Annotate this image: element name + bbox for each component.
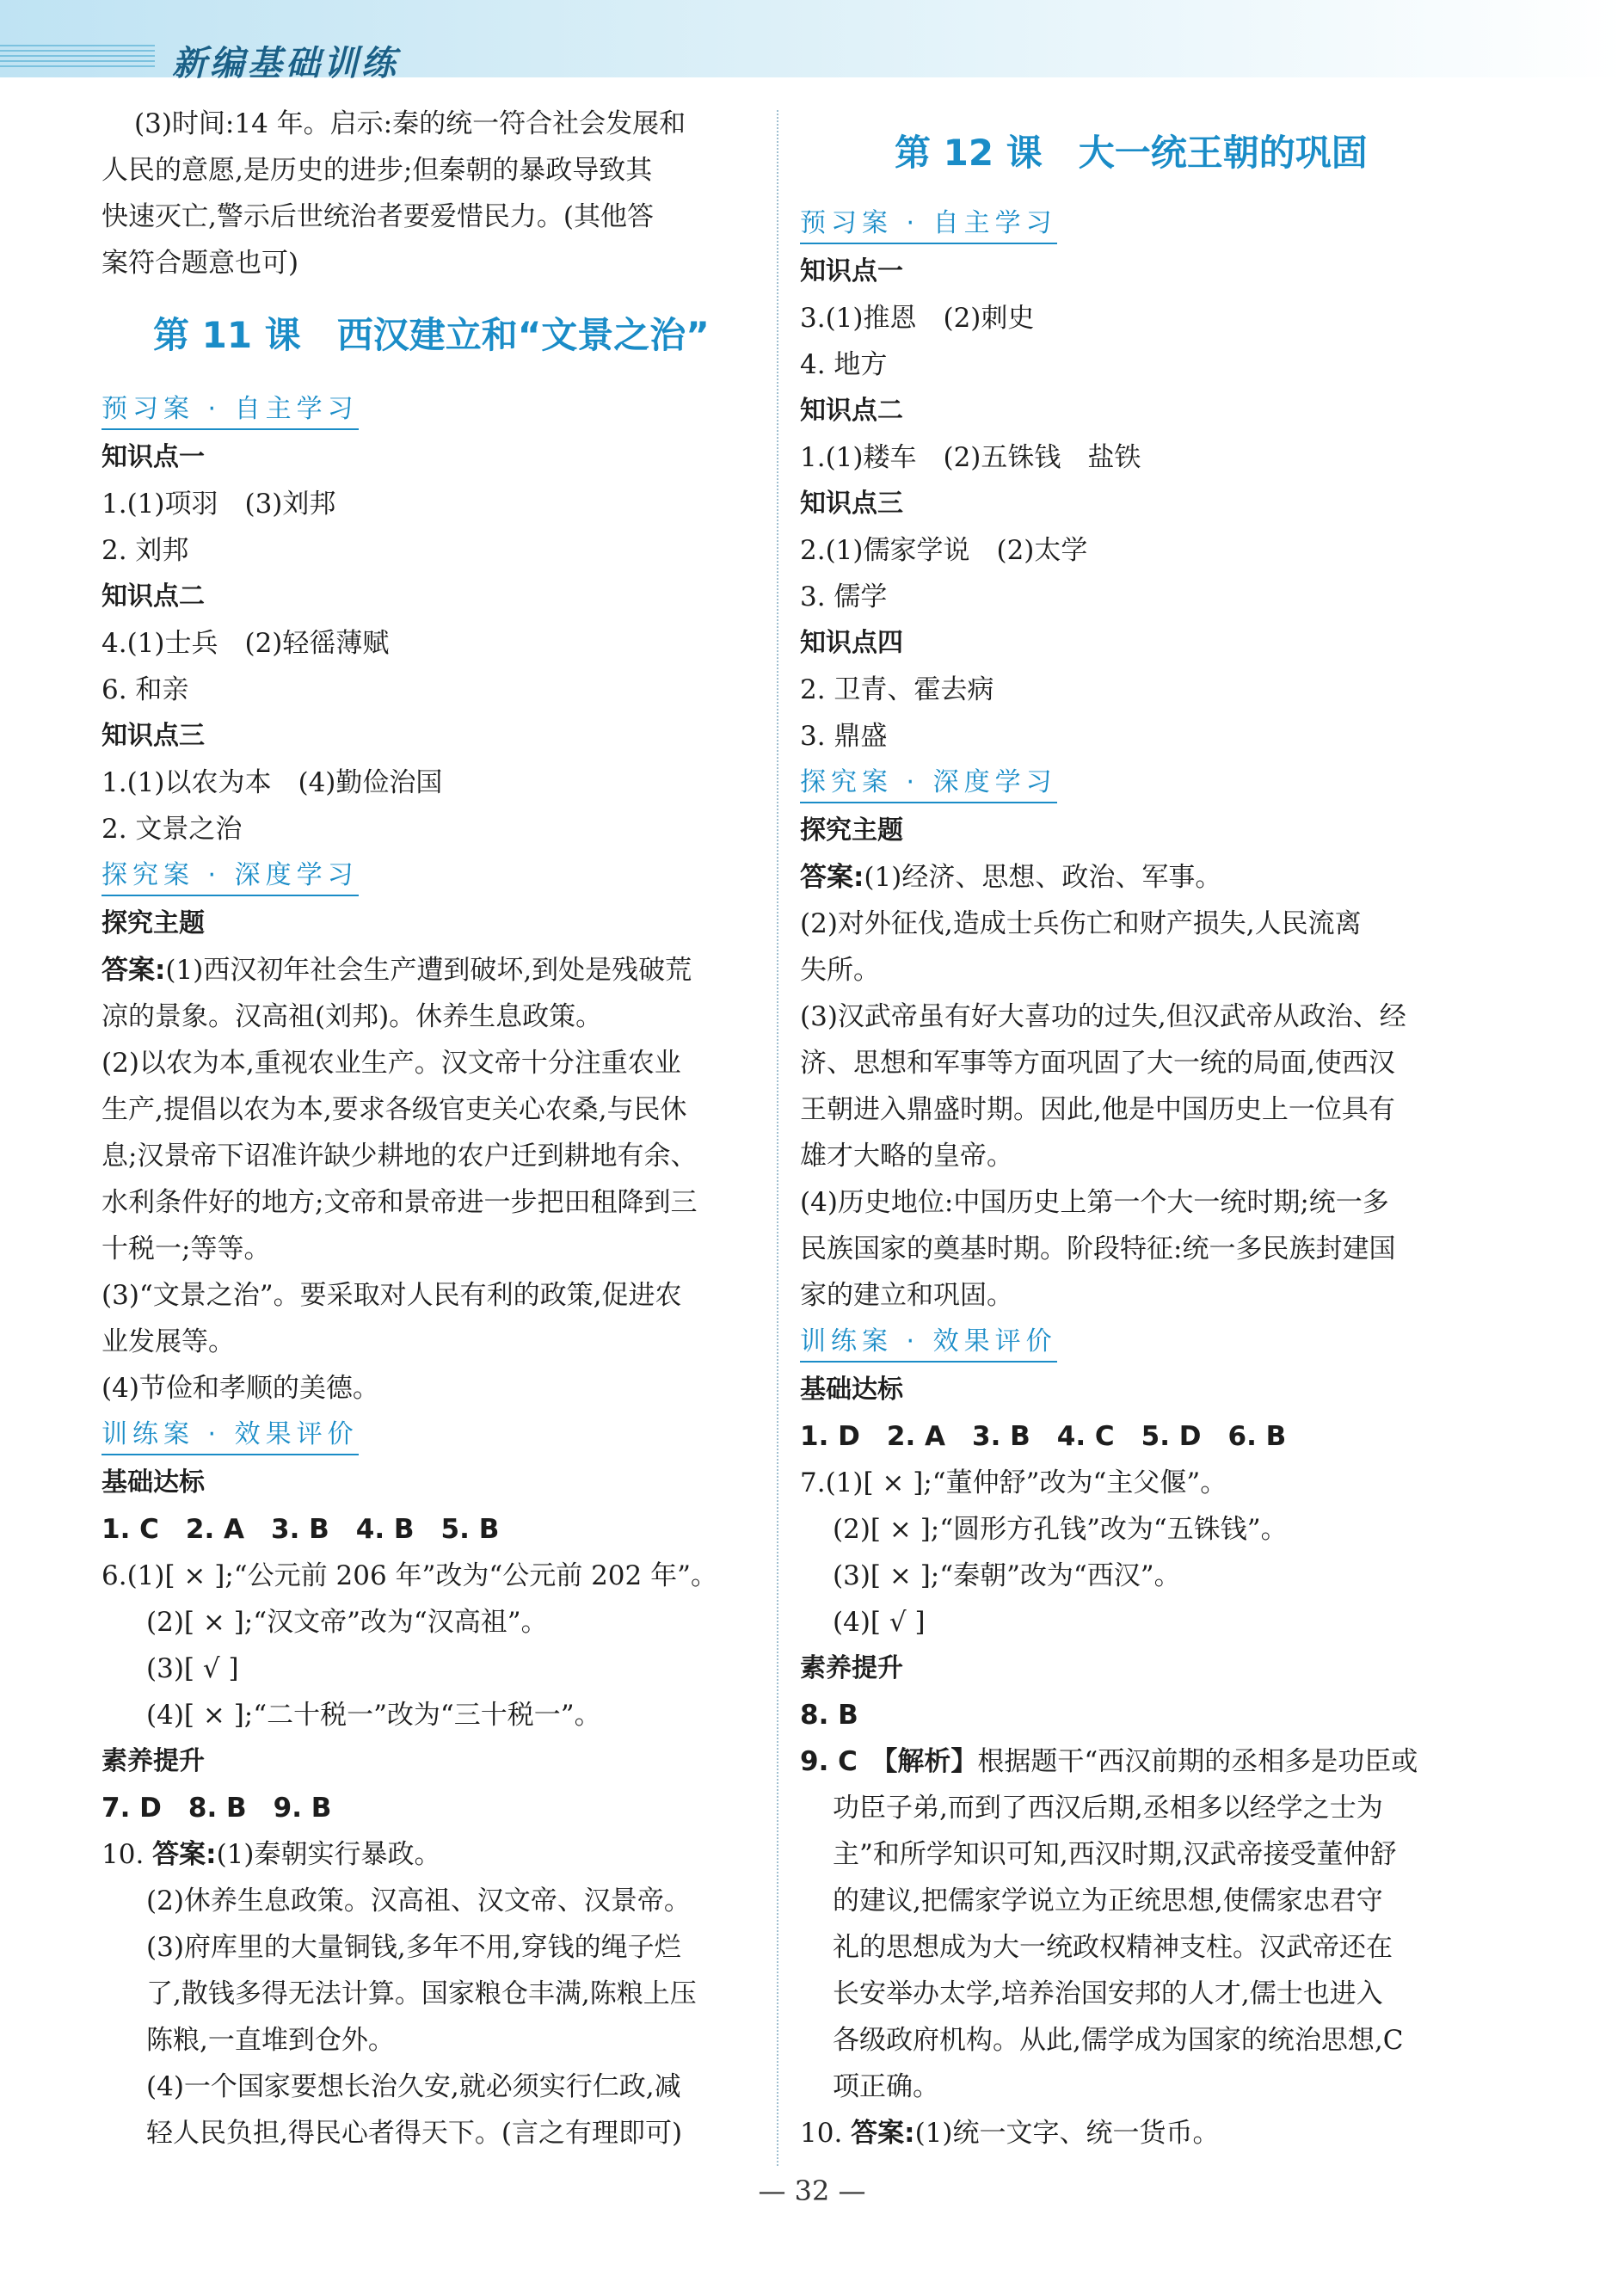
header-stripes bbox=[0, 45, 155, 71]
topic-line: 雄才大略的皇帝。 bbox=[800, 1141, 1013, 1172]
q8-answer: 8. B bbox=[800, 1700, 858, 1731]
q6-line: (4)[ × ];“二十税一”改为“三十税一”。 bbox=[146, 1700, 601, 1731]
knowledge-point-1: 知识点一 bbox=[102, 442, 205, 472]
topic-line: (3)汉武帝虽有好大喜功的过失,但汉武帝从政治、经 bbox=[800, 1001, 1406, 1032]
basic-answers: 1. C 2. A 3. B 4. B 5. B bbox=[102, 1514, 500, 1545]
section-preview: 预习案 · 自主学习 bbox=[102, 392, 359, 430]
q7-line: 7.(1)[ × ];“董仲舒”改为“主父偃”。 bbox=[800, 1467, 1227, 1498]
basic-answers: 1. D 2. A 3. B 4. C 5. D 6. B bbox=[800, 1421, 1287, 1452]
answer-line: 3. 鼎盛 bbox=[800, 721, 888, 752]
answer-line: 4.(1)士兵 (2)轻徭薄赋 bbox=[102, 628, 390, 659]
q10-text: (1)统一文字、统一货币。 bbox=[914, 2118, 1220, 2149]
topic-line: 水利条件好的地方;文帝和景帝进一步把田租降到三 bbox=[102, 1187, 698, 1218]
intro-line: 快速灭亡,警示后世统治者要爱惜民力。(其他答 bbox=[102, 201, 654, 232]
answer-line: 3. 儒学 bbox=[800, 581, 888, 612]
knowledge-point-3: 知识点三 bbox=[800, 489, 903, 519]
column-divider bbox=[777, 110, 778, 2166]
q9-line: 各级政府机构。从此,儒学成为国家的统治思想,C bbox=[833, 2025, 1404, 2056]
q7-line: (3)[ × ];“秦朝”改为“西汉”。 bbox=[833, 1560, 1181, 1591]
q10-text: (1)秦朝实行暴政。 bbox=[216, 1839, 441, 1870]
q9-line: 礼的思想成为大一统政权精神支柱。汉武帝还在 bbox=[833, 1932, 1393, 1963]
topic-line: 济、思想和军事等方面巩固了大一统的局面,使西汉 bbox=[800, 1048, 1395, 1079]
q10-line: 了,散钱多得无法计算。国家粮仓丰满,陈粮上压 bbox=[146, 1978, 697, 2009]
knowledge-point-4: 知识点四 bbox=[800, 628, 903, 658]
knowledge-point-3: 知识点三 bbox=[102, 721, 205, 751]
answer-label: 答案: bbox=[152, 1839, 217, 1870]
q10-line: (2)休养生息政策。汉高祖、汉文帝、汉景帝。 bbox=[146, 1886, 691, 1916]
answer-label: 答案: bbox=[851, 2118, 915, 2149]
improve-heading: 素养提升 bbox=[102, 1746, 205, 1776]
section-preview: 预习案 · 自主学习 bbox=[800, 206, 1057, 244]
q9-line: 的建议,把儒家学说立为正统思想,使儒家忠君守 bbox=[833, 1886, 1383, 1916]
topic-line: (2)以农为本,重视农业生产。汉文帝十分注重农业 bbox=[102, 1048, 681, 1079]
topic-line: 生产,提倡以农为本,要求各级官吏关心农桑,与民休 bbox=[102, 1094, 687, 1125]
answer-line: 1.(1)项羽 (3)刘邦 bbox=[102, 489, 336, 520]
q7-line: (2)[ × ];“圆形方孔钱”改为“五铢钱”。 bbox=[833, 1514, 1288, 1545]
section-explore: 探究案 · 深度学习 bbox=[800, 766, 1057, 803]
answer-line: 2.(1)儒家学说 (2)太学 bbox=[800, 535, 1088, 566]
answer-line: 2. 文景之治 bbox=[102, 814, 243, 845]
intro-line: 案符合题意也可) bbox=[102, 248, 299, 279]
q6-line: (3)[ √ ] bbox=[146, 1653, 239, 1684]
improve-answers: 7. D 8. B 9. B bbox=[102, 1793, 332, 1824]
topic-line: 民族国家的奠基时期。阶段特征:统一多民族封建国 bbox=[800, 1233, 1396, 1264]
knowledge-point-1: 知识点一 bbox=[800, 256, 903, 286]
topic-line bbox=[800, 860, 1221, 895]
q10-line: (3)府库里的大量铜钱,多年不用,穿钱的绳子烂 bbox=[146, 1932, 681, 1963]
q9-line: 功臣子弟,而到了西汉后期,丞相多以经学之士为 bbox=[833, 1793, 1383, 1824]
answer-line: 2. 卫青、霍去病 bbox=[800, 674, 994, 705]
answer-line: 2. 刘邦 bbox=[102, 535, 189, 566]
answer-line: 4. 地方 bbox=[800, 349, 888, 380]
q9-head: 9. C 【解析】 bbox=[800, 1746, 978, 1777]
q10-line: (4)一个国家要想长治久安,就必须实行仁政,减 bbox=[146, 2071, 681, 2102]
topic-line: 家的建立和巩固。 bbox=[800, 1280, 1013, 1311]
q6-line: (2)[ × ];“汉文帝”改为“汉高祖”。 bbox=[146, 1607, 548, 1638]
intro-line: (3)时间:14 年。启示:秦的统一符合社会发展和 bbox=[134, 108, 686, 139]
q9-line: 长安举办太学,培养治国安邦的人才,儒士也进入 bbox=[833, 1978, 1383, 2009]
basic-heading: 基础达标 bbox=[102, 1467, 205, 1498]
section-practice: 训练案 · 效果评价 bbox=[800, 1325, 1057, 1363]
answer-line: 1.(1)以农为本 (4)勤俭治国 bbox=[102, 767, 443, 798]
q10-line: 陈粮,一直堆到仓外。 bbox=[146, 2025, 395, 2056]
answer-label: 答案: bbox=[800, 862, 864, 893]
q10-line: 轻人民负担,得民心者得天下。(言之有理即可) bbox=[146, 2118, 683, 2149]
q10-line bbox=[102, 1837, 441, 1872]
topic-line: (4)历史地位:中国历史上第一个大一统时期;统一多 bbox=[800, 1187, 1389, 1218]
lesson-title: 第 11 课 西汉建立和“文景之治” bbox=[153, 314, 710, 356]
knowledge-point-2: 知识点二 bbox=[102, 581, 205, 612]
q9-line bbox=[800, 1744, 1418, 1779]
answer-line: 3.(1)推恩 (2)刺史 bbox=[800, 303, 1035, 334]
q9-text: 根据题干“西汉前期的丞相多是功臣或 bbox=[977, 1746, 1418, 1777]
q10-number: 10. bbox=[102, 1839, 145, 1870]
page-header bbox=[0, 0, 1624, 83]
topic-line bbox=[102, 953, 692, 987]
improve-heading: 素养提升 bbox=[800, 1653, 903, 1683]
topic-line: (3)“文景之治”。要采取对人民有利的政策,促进农 bbox=[102, 1280, 682, 1311]
q9-line: 主”和所学知识可知,西汉时期,汉武帝接受董仲舒 bbox=[833, 1839, 1397, 1870]
topic-text: (1)西汉初年社会生产遭到破坏,到处是残破荒 bbox=[165, 955, 692, 986]
q6-line: 6.(1)[ × ];“公元前 206 年”改为“公元前 202 年”。 bbox=[102, 1560, 717, 1591]
basic-heading: 基础达标 bbox=[800, 1375, 903, 1405]
topic-line: 业发展等。 bbox=[102, 1326, 235, 1357]
lesson-title: 第 12 课 大一统王朝的巩固 bbox=[895, 132, 1368, 174]
topic-line: 息;汉景帝下诏准许缺少耕地的农户迁到耕地有余、 bbox=[102, 1141, 698, 1172]
q9-line: 项正确。 bbox=[833, 2071, 939, 2102]
topic-line: (4)节俭和孝顺的美德。 bbox=[102, 1373, 379, 1404]
answer-line: 1.(1)耧车 (2)五铢钱 盐铁 bbox=[800, 442, 1141, 473]
topic-line: 十税一;等等。 bbox=[102, 1233, 271, 1264]
header-title: 新编基础训练 bbox=[172, 44, 399, 83]
section-practice: 训练案 · 效果评价 bbox=[102, 1418, 359, 1455]
answer-label: 答案: bbox=[102, 955, 166, 986]
intro-line: 人民的意愿,是历史的进步;但秦朝的暴政导致其 bbox=[102, 155, 653, 186]
topic-text: (1)经济、思想、政治、军事。 bbox=[864, 862, 1222, 893]
page-number: — 32 — bbox=[758, 2175, 866, 2207]
explore-topic: 探究主题 bbox=[800, 815, 903, 846]
answer-line: 6. 和亲 bbox=[102, 674, 189, 705]
topic-line: (2)对外征伐,造成士兵伤亡和财产损失,人民流离 bbox=[800, 908, 1362, 939]
q10-number: 10. bbox=[800, 2118, 843, 2149]
explore-topic: 探究主题 bbox=[102, 908, 205, 938]
section-explore: 探究案 · 深度学习 bbox=[102, 858, 359, 896]
topic-line: 失所。 bbox=[800, 955, 880, 986]
knowledge-point-2: 知识点二 bbox=[800, 396, 903, 426]
topic-line: 凉的景象。汉高祖(刘邦)。休养生息政策。 bbox=[102, 1001, 603, 1032]
q10-line bbox=[800, 2116, 1220, 2150]
q7-line: (4)[ √ ] bbox=[833, 1607, 926, 1638]
topic-line: 王朝进入鼎盛时期。因此,他是中国历史上一位具有 bbox=[800, 1094, 1395, 1125]
